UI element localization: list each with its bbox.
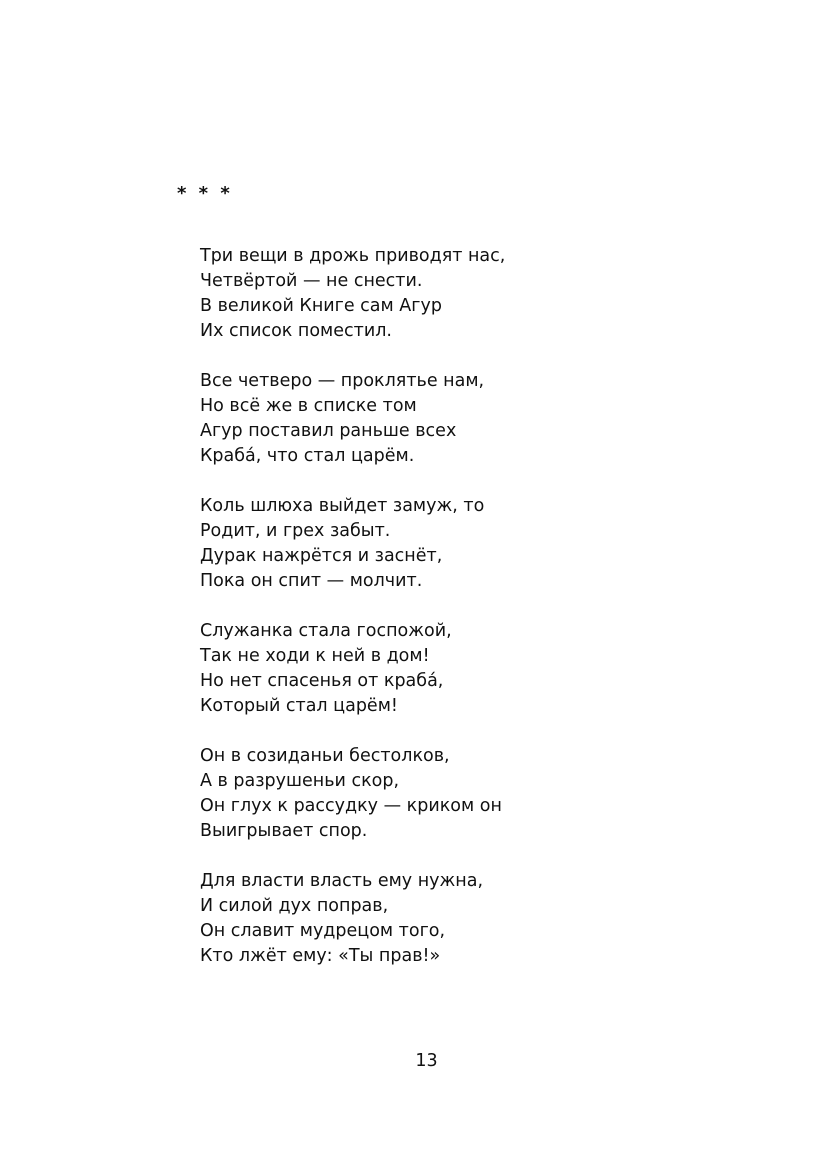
stanza: [200, 744, 800, 844]
stanza: [200, 369, 800, 469]
poem-line: Коль шлюха выйдет замуж, то: [200, 496, 485, 516]
section-separator: * * *: [177, 183, 233, 204]
poem-line: Три вещи в дрожь приводят нас,: [200, 246, 506, 266]
poem-line: Кто лжёт ему: «Ты прав!»: [200, 946, 441, 966]
stanza: [200, 869, 800, 969]
poem-line: Их список поместил.: [200, 321, 392, 341]
poem-line: Он славит мудрецом того,: [200, 921, 446, 941]
poem-line: Для власти власть ему нужна,: [200, 871, 484, 891]
poem-line: Краба́, что стал царём.: [200, 446, 415, 466]
stanza: [200, 244, 800, 344]
poem-line: Он в созиданьи бестолков,: [200, 746, 450, 766]
poem-line: Дурак нажрётся и заснёт,: [200, 546, 443, 566]
stanza: [200, 494, 800, 594]
poem-line: Агур поставил раньше всех: [200, 421, 457, 441]
poem-line: Он глух к рассудку — криком он: [200, 796, 502, 816]
poem-line: Так не ходи к ней в дом!: [200, 646, 430, 666]
poem-line: Родит, и грех забыт.: [200, 521, 391, 541]
poem-line: Служанка стала госпожой,: [200, 621, 452, 641]
poem-line: А в разрушеньи скор,: [200, 771, 400, 791]
poem-line: Четвёртой — не снести.: [200, 271, 423, 291]
poem-line: Выигрывает спор.: [200, 821, 368, 841]
poem-line: Но нет спасенья от краба́,: [200, 671, 444, 691]
poem-line: В великой Книге сам Агур: [200, 296, 442, 316]
stanza: [200, 619, 800, 719]
poem-line: Все четверо — проклятье нам,: [200, 371, 485, 391]
poem-line: Который стал царём!: [200, 696, 398, 716]
poem-line: Но всё же в списке том: [200, 396, 417, 416]
poem-line: И силой дух поправ,: [200, 896, 389, 916]
page-number: 13: [415, 1051, 438, 1071]
poem: [200, 244, 800, 994]
poem-line: Пока он спит — молчит.: [200, 571, 423, 591]
